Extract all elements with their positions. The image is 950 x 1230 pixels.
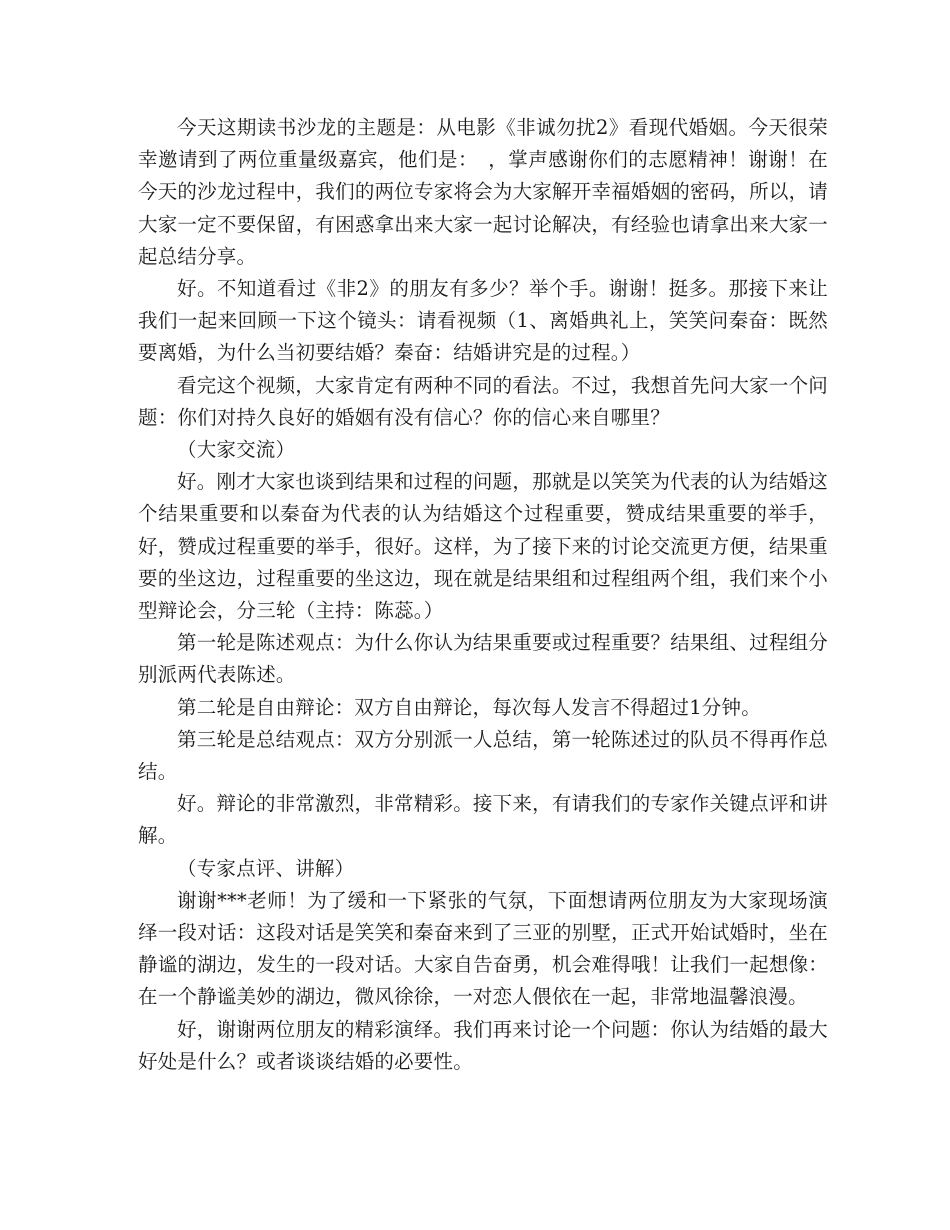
paragraph-round-three: 第三轮是总结观点：双方分别派一人总结，第一轮陈述过的队员不得再作总结。 [138, 727, 828, 784]
paragraph-round-two: 第二轮是自由辩论：双方自由辩论，每次每人发言不得超过1分钟。 [177, 695, 761, 719]
paragraph-expert-note: （专家点评、讲解） [177, 856, 355, 880]
document-body [138, 112, 828, 1078]
paragraph-video: 好。不知道看过《非2》的朋友有多少？举个手。谢谢！挺多。那接下来让我们一起来回顾一下这个镜头：请看视频（1、离婚典礼上，笑笑问秦奋：既然要离婚，为什么当初要结婚？秦奋：结婚讲究是的过程。） [138, 277, 828, 365]
paragraph-debate-wrapup: 好。辩论的非常激烈，非常精彩。接下来，有请我们的专家作关键点评和讲解。 [138, 792, 828, 848]
paragraph-closing-question: 好，谢谢两位朋友的精彩演绎。我们再来讨论一个问题：你认为结婚的最大好处是什么？或者谈谈结婚的必要性。 [138, 1017, 828, 1073]
paragraph-intro: 今天这期读书沙龙的主题是：从电影《非诚勿扰2》看现代婚姻。今天很荣幸邀请到了两位重量级嘉宾，他们是： ，掌声感谢你们的志愿精神！谢谢！在今天的沙龙过程中，我们的两位专家将会为大家解开幸福婚姻的密码，所以，请大家一定不要保留，有困惑拿出来大家一起讨论解决，有经验也请拿出来大家一起总结分享。 [138, 116, 828, 268]
paragraph-discussion-note: （大家交流） [177, 438, 296, 462]
paragraph-debate-setup: 好。刚才大家也谈到结果和过程的问题，那就是以笑笑为代表的认为结婚这个结果重要和以秦奋为代表的认为结婚这个过程重要，赞成结果重要的举手，好，赞成过程重要的举手，很好。这样，为了接下来的讨论交流更方便，结果重要的坐这边，过程重要的坐这边，现在就是结果组和过程组两个组，我们来个小型辩论会，分三轮（主持：陈蕊。） [138, 470, 828, 623]
paragraph-question: 看完这个视频，大家肯定有两种不同的看法。不过，我想首先问大家一个问题：你们对持久良好的婚姻有没有信心？你的信心来自哪里？ [138, 373, 828, 429]
paragraph-round-one: 第一轮是陈述观点：为什么你认为结果重要或过程重要？结果组、过程组分别派两代表陈述。 [138, 631, 828, 687]
paragraph-performance: 谢谢***老师！为了缓和一下紧张的气氛，下面想请两位朋友为大家现场演绎一段对话：这段对话是笑笑和秦奋来到了三亚的别墅，正式开始试婚时，坐在静谧的湖边，发生的一段对话。大家自告奋勇，机会难得哦！让我们一起想像：在一个静谧美妙的湖边，微风徐徐，一对恋人偎依在一起，非常地温馨浪漫。 [138, 888, 828, 1009]
